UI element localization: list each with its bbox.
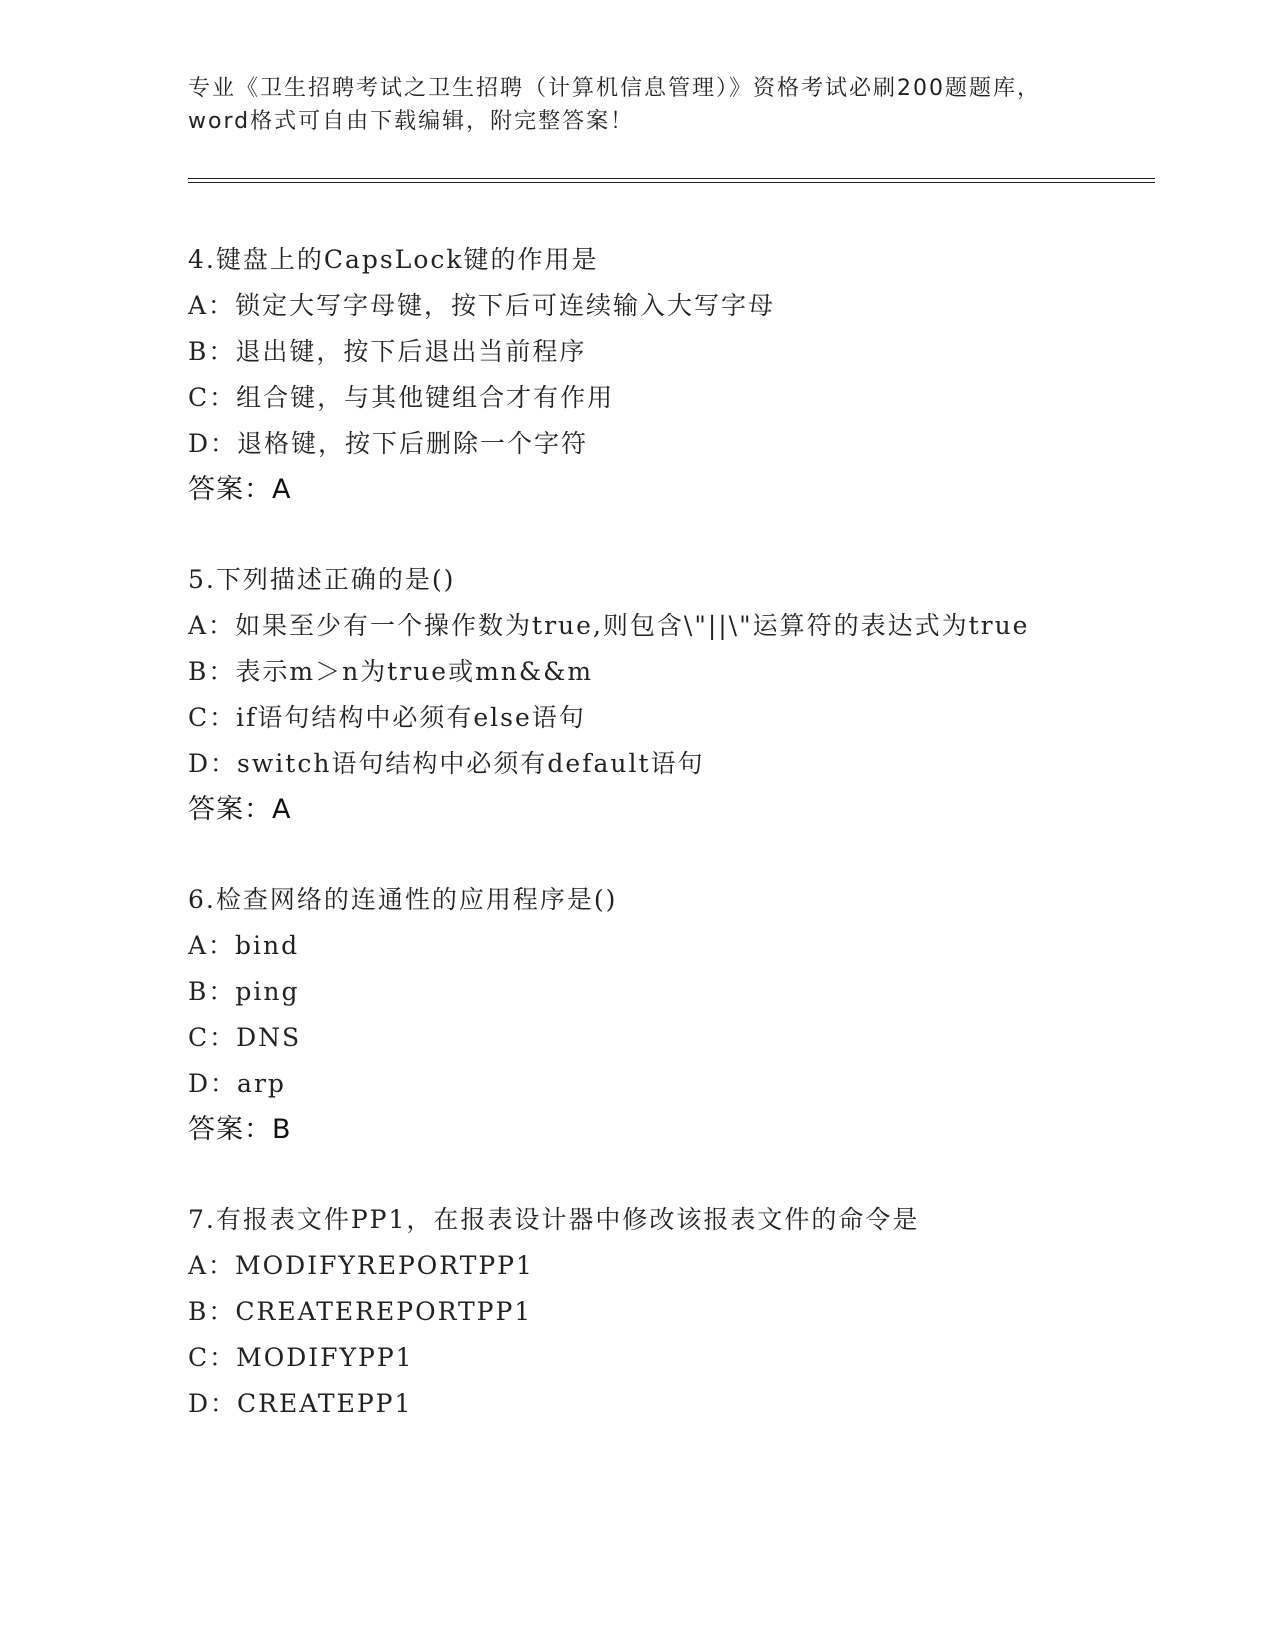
- question-4: [188, 237, 1088, 513]
- option-b: B：CREATEREPORTPP1: [188, 1297, 533, 1326]
- option-d: D：arp: [188, 1069, 286, 1098]
- header-line-2: word格式可自由下载编辑，附完整答案！: [188, 109, 635, 134]
- question-stem: 4.键盘上的CapsLock键的作用是: [188, 245, 599, 274]
- question-7: [188, 1197, 1088, 1427]
- option-c: C：组合键，与其他键组合才有作用: [188, 383, 615, 412]
- option-b: B：表示m＞n为true或mn&&m: [188, 657, 594, 686]
- option-a: A：如果至少有一个操作数为true,则包含\"||\"运算符的表达式为true: [188, 611, 1030, 640]
- option-d: D：switch语句结构中必须有default语句: [188, 749, 705, 778]
- question-stem: 7.有报表文件PP1，在报表设计器中修改该报表文件的命令是: [188, 1205, 920, 1234]
- option-a: A：bind: [188, 931, 300, 960]
- option-d: D：CREATEPP1: [188, 1389, 413, 1418]
- answer-line: 答案：A: [188, 474, 292, 505]
- answer-line: 答案：B: [188, 1114, 292, 1145]
- question-list: [188, 237, 1088, 1471]
- answer-line: 答案：A: [188, 794, 292, 825]
- question-6: [188, 877, 1088, 1153]
- question-stem: 6.检查网络的连通性的应用程序是(): [188, 885, 618, 914]
- option-c: C：DNS: [188, 1023, 302, 1052]
- question-5: [188, 557, 1088, 833]
- option-c: C：MODIFYPP1: [188, 1343, 414, 1372]
- header-divider-bottom: [188, 182, 1155, 183]
- header-line-1: 专业《卫生招聘考试之卫生招聘（计算机信息管理）》资格考试必刷200题题库，: [188, 76, 1041, 101]
- option-a: A：MODIFYREPORTPP1: [188, 1251, 534, 1280]
- option-c: C：if语句结构中必须有else语句: [188, 703, 586, 732]
- option-b: B：退出键，按下后退出当前程序: [188, 337, 587, 366]
- document-header: [188, 72, 1088, 138]
- option-b: B：ping: [188, 977, 300, 1006]
- header-divider-top: [188, 178, 1155, 179]
- option-a: A：锁定大写字母键，按下后可连续输入大写字母: [188, 291, 776, 320]
- option-d: D：退格键，按下后删除一个字符: [188, 429, 589, 458]
- question-stem: 5.下列描述正确的是(): [188, 565, 456, 594]
